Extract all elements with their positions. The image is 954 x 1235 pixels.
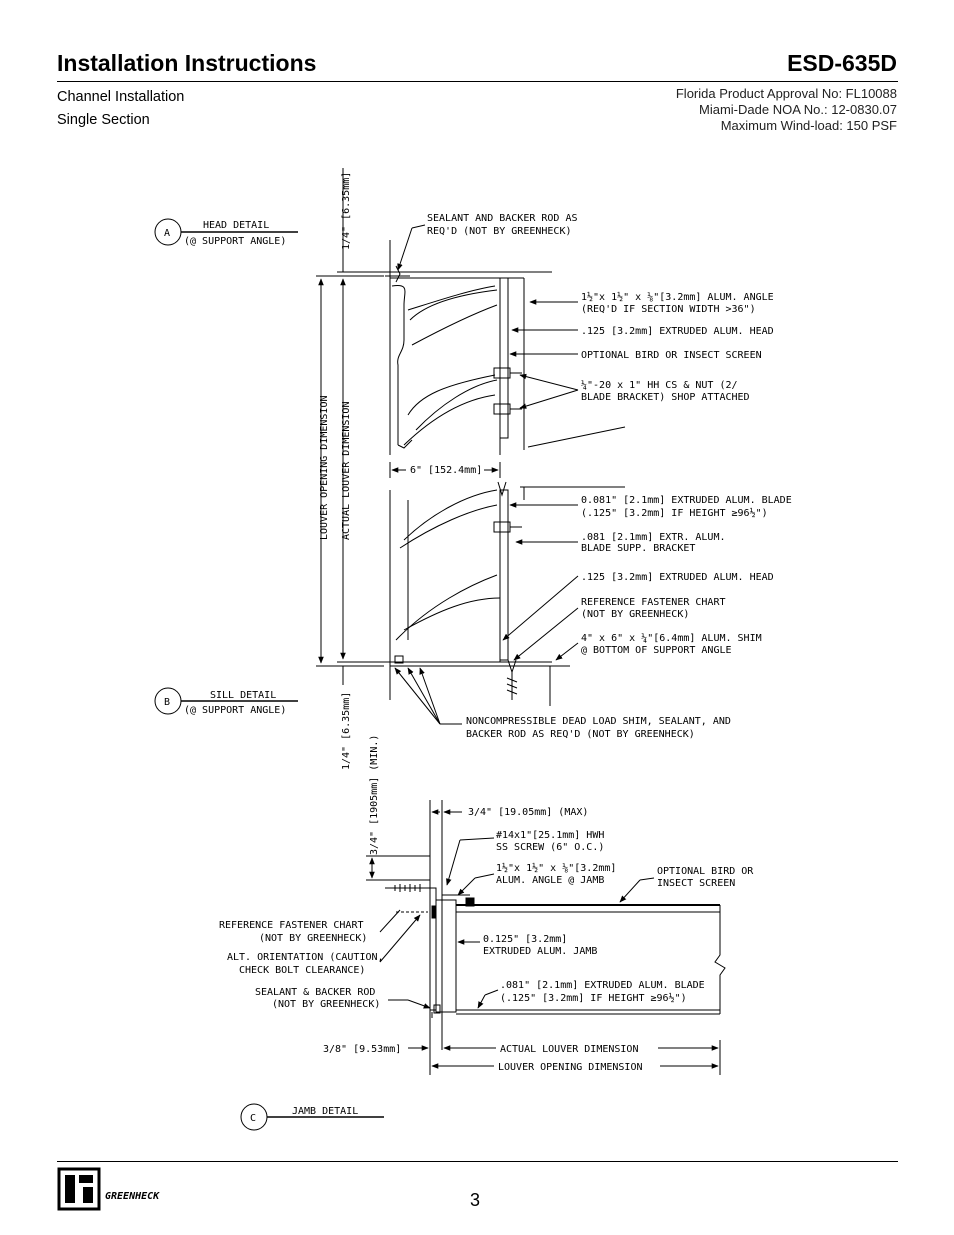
detail-b-letter: B bbox=[164, 697, 171, 708]
angle-note-1: 1½"x 1½" x ⅛"[3.2mm] ALUM. ANGLE bbox=[581, 292, 774, 303]
alt-orientation-note-2: CHECK BOLT CLEARANCE) bbox=[239, 965, 366, 976]
greenheck-logo bbox=[57, 1166, 277, 1212]
break-line-upper bbox=[528, 427, 625, 447]
bolt-note-1: ¼"-20 x 1" HH CS & NUT (2/ bbox=[581, 380, 738, 391]
miami-dade-noa: Miami-Dade NOA No.: 12-0830.07 bbox=[699, 102, 897, 117]
ref-chart-note-2: (NOT BY GREENHECK) bbox=[581, 609, 690, 620]
subtitle-section: Single Section bbox=[57, 112, 150, 128]
page-title: Installation Instructions bbox=[57, 50, 317, 76]
detail-b-marker bbox=[155, 688, 298, 716]
shim-note-2: @ BOTTOM OF SUPPORT ANGLE bbox=[581, 645, 732, 656]
max-wind-load: Maximum Wind-load: 150 PSF bbox=[720, 118, 897, 133]
jamb-sealant-note-2: (NOT BY GREENHECK) bbox=[272, 999, 381, 1010]
brand-wordmark: GREENHECK bbox=[105, 1191, 160, 1202]
bolt-note-2: BLADE BRACKET) SHOP ATTACHED bbox=[581, 392, 750, 403]
ref-chart-note-1: REFERENCE FASTENER CHART bbox=[581, 597, 726, 608]
three-quarter-max: 3/4" [19.05mm] (MAX) bbox=[468, 807, 589, 818]
detail-a-marker bbox=[155, 219, 298, 247]
jamb-extrusion-note-1: 0.125" [3.2mm] bbox=[483, 934, 568, 945]
alt-orientation-note-1: ALT. ORIENTATION (CAUTION, bbox=[227, 952, 384, 963]
sealant-note-2: REQ'D (NOT BY GREENHECK) bbox=[427, 226, 572, 237]
sill-section bbox=[390, 482, 570, 706]
jamb-screen-note-1: OPTIONAL BIRD OR bbox=[657, 866, 754, 877]
bracket-note-2: BLADE SUPP. BRACKET bbox=[581, 543, 696, 554]
three-eighths-label: 3/8" [9.53mm] bbox=[323, 1044, 402, 1055]
jamb-ref-note-2: (NOT BY GREENHECK) bbox=[259, 933, 368, 944]
blade-note-1: 0.081" [2.1mm] EXTRUDED ALUM. BLADE bbox=[581, 495, 792, 506]
dead-load-note-1: NONCOMPRESSIBLE DEAD LOAD SHIM, SEALANT, AND bbox=[466, 716, 731, 727]
detail-c-letter: C bbox=[250, 1113, 257, 1124]
quarter-inch-top: 1/4" [6.35mm] bbox=[341, 171, 352, 250]
screw-note-2: SS SCREW (6" O.C.) bbox=[496, 842, 605, 853]
florida-approval: Florida Product Approval No: FL10088 bbox=[675, 86, 897, 101]
detail-a-title: HEAD DETAIL bbox=[203, 220, 270, 231]
jamb-angle-note-1: 1½"x 1½" x ⅛"[3.2mm] bbox=[496, 863, 617, 874]
bracket-note-1: .081 [2.1mm] EXTR. ALUM. bbox=[581, 532, 726, 543]
detail-c-marker bbox=[241, 1104, 384, 1130]
blade-note-2: (.125" [3.2mm] IF HEIGHT ≥96½") bbox=[581, 508, 768, 519]
jamb-callout-texts bbox=[219, 830, 754, 1010]
jamb-angle-note-2: ALUM. ANGLE @ JAMB bbox=[496, 875, 605, 886]
quarter-inch-bottom: 1/4" [6.35mm] bbox=[341, 691, 352, 770]
detail-b-title: SILL DETAIL bbox=[210, 690, 277, 701]
jamb-blade-note-1: .081" [2.1mm] EXTRUDED ALUM. BLADE bbox=[500, 980, 705, 991]
screen-top-note: OPTIONAL BIRD OR INSECT SCREEN bbox=[581, 350, 762, 361]
dead-load-note-2: BACKER ROD AS REQ'D (NOT BY GREENHECK) bbox=[466, 729, 695, 740]
detail-a-letter: A bbox=[164, 228, 171, 239]
subtitle-channel: Channel Installation bbox=[57, 89, 185, 105]
actual-louver-vertical: ACTUAL LOUVER DIMENSION bbox=[341, 401, 352, 540]
jamb-ref-note-1: REFERENCE FASTENER CHART bbox=[219, 920, 364, 931]
actual-louver-horizontal: ACTUAL LOUVER DIMENSION bbox=[500, 1044, 639, 1055]
jamb-extrusion-note-2: EXTRUDED ALUM. JAMB bbox=[483, 946, 598, 957]
detail-b-sub: (@ SUPPORT ANGLE) bbox=[184, 705, 287, 716]
jamb-blade-note-2: (.125" [3.2mm] IF HEIGHT ≥96½") bbox=[500, 993, 687, 1004]
head-top-note: .125 [3.2mm] EXTRUDED ALUM. HEAD bbox=[581, 326, 774, 337]
head-bottom-note: .125 [3.2mm] EXTRUDED ALUM. HEAD bbox=[581, 572, 774, 583]
six-inch-dimension bbox=[390, 462, 500, 478]
angle-note-2: (REQ'D IF SECTION WIDTH >36") bbox=[581, 304, 756, 315]
footer-rule bbox=[57, 1161, 898, 1162]
detail-c-title: JAMB DETAIL bbox=[292, 1106, 359, 1117]
three-quarter-min: 3/4" [1905mm] (MIN.) bbox=[369, 734, 380, 855]
jamb-sealant-note-1: SEALANT & BACKER ROD bbox=[255, 987, 376, 998]
page-number: 3 bbox=[470, 1190, 481, 1210]
sealant-note-1: SEALANT AND BACKER ROD AS bbox=[427, 213, 578, 224]
six-inch-label: 6" [152.4mm] bbox=[410, 465, 483, 476]
louver-opening-horizontal: LOUVER OPENING DIMENSION bbox=[498, 1062, 643, 1073]
model-number: ESD-635D bbox=[787, 50, 897, 76]
detail-a-sub: (@ SUPPORT ANGLE) bbox=[184, 236, 287, 247]
jamb-screen-note-2: INSECT SCREEN bbox=[657, 878, 736, 889]
shim-note-1: 4" x 6" x ¼"[6.4mm] ALUM. SHIM bbox=[581, 633, 762, 644]
louver-opening-vertical: LOUVER OPENING DIMENSION bbox=[319, 395, 330, 540]
screw-note-1: #14x1"[25.1mm] HWH bbox=[496, 830, 605, 841]
